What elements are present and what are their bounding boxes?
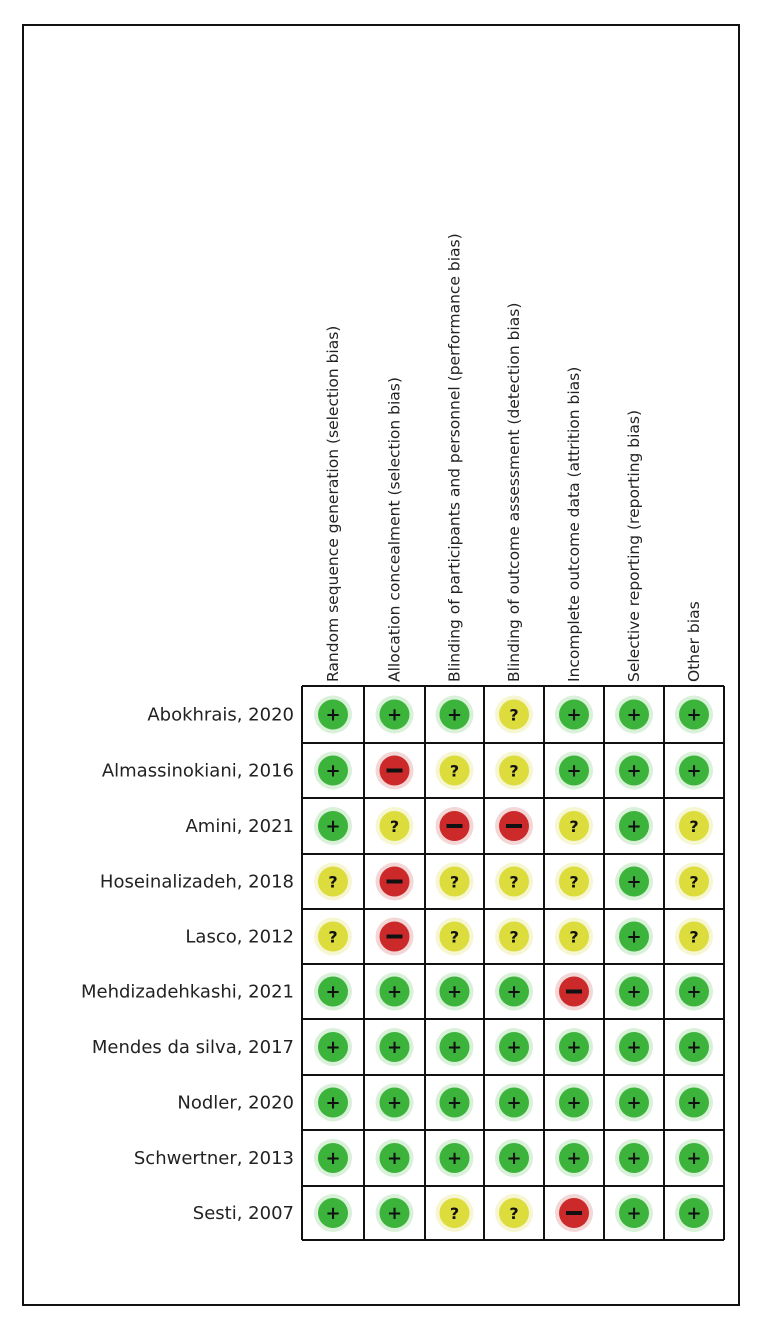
study-label: Sesti, 2007 [192, 1203, 294, 1224]
rating-symbol: + [686, 760, 702, 782]
rating-symbol: + [506, 1148, 522, 1169]
rating-mark [376, 1139, 414, 1177]
rating-mark [495, 863, 533, 901]
rating-symbol: + [626, 1092, 642, 1114]
rating-mark [314, 1028, 352, 1066]
rating-mark [555, 1084, 593, 1122]
rating-mark [436, 863, 474, 901]
rating-mark [555, 973, 593, 1011]
rating-mark [555, 752, 593, 790]
rating-mark [675, 1139, 713, 1177]
rating-symbol: + [386, 1148, 403, 1169]
rating-symbol: ? [449, 872, 460, 892]
rating-mark [615, 752, 653, 790]
rating-symbol: + [626, 816, 642, 837]
rating-mark [555, 1139, 593, 1177]
rating-mark [495, 752, 533, 790]
rating-symbol: ? [569, 872, 579, 892]
rating-mark [555, 863, 593, 901]
rating-symbol: ? [689, 817, 699, 836]
rating-symbol: + [626, 926, 642, 948]
column-header: Selective reporting (reporting bias) [625, 409, 643, 682]
rating-mark [555, 1194, 593, 1232]
rating-mark [615, 696, 653, 734]
column-header: Incomplete outcome data (attrition bias) [565, 366, 583, 682]
rating-mark [495, 807, 533, 845]
rating-symbol: + [686, 1092, 702, 1114]
column-header: Blinding of outcome assessment (detection bias) [505, 302, 523, 682]
rating-mark [675, 918, 713, 956]
rating-symbol: + [446, 1037, 463, 1058]
rating-mark [436, 696, 474, 734]
rating-symbol: ? [449, 761, 460, 781]
study-label: Mehdizadehkashi, 2021 [80, 981, 294, 1003]
rating-mark [615, 973, 653, 1011]
rating-mark [376, 1084, 414, 1122]
rating-mark [314, 973, 352, 1011]
rating-symbol: ? [328, 927, 338, 947]
rating-mark [376, 696, 414, 734]
rating-mark [376, 752, 414, 790]
rating-mark [615, 918, 653, 956]
study-label: Almassinokiani, 2016 [101, 760, 294, 782]
rating-symbol [447, 824, 463, 828]
rating-symbol: + [325, 1092, 341, 1114]
rating-symbol: + [626, 981, 642, 1003]
rating-symbol: + [386, 1203, 403, 1224]
rating-mark [495, 1139, 533, 1177]
rating-symbol [566, 990, 582, 994]
rating-mark [436, 752, 474, 790]
rating-symbol: + [446, 1148, 463, 1169]
study-label: Hoseinalizadeh, 2018 [99, 871, 294, 893]
rating-mark [436, 918, 474, 956]
rating-mark [314, 752, 352, 790]
rating-mark [495, 1194, 533, 1232]
rating-mark [376, 1194, 414, 1232]
rating-symbol: + [626, 1037, 642, 1058]
rating-symbol: + [566, 704, 582, 726]
rating-symbol: + [325, 816, 341, 837]
rating-symbol: + [325, 1148, 341, 1169]
rating-symbol: + [626, 1148, 642, 1169]
rating-symbol: + [506, 1037, 522, 1058]
rating-mark [615, 863, 653, 901]
rating-symbol: + [506, 981, 522, 1003]
rating-mark [314, 1194, 352, 1232]
rating-mark [314, 696, 352, 734]
rating-symbol: ? [569, 817, 579, 836]
rating-symbol: ? [449, 1204, 460, 1223]
rating-symbol: + [686, 704, 702, 726]
rating-mark [675, 696, 713, 734]
rating-symbol: + [626, 1203, 642, 1224]
rating-symbol: + [325, 1037, 341, 1058]
rating-symbol [387, 769, 403, 773]
rating-symbol: + [446, 1092, 463, 1114]
rating-symbol: ? [509, 761, 519, 781]
rating-symbol [387, 935, 403, 939]
rating-symbol [506, 824, 522, 828]
rating-symbol: ? [689, 872, 699, 892]
rating-mark [436, 1084, 474, 1122]
rating-symbol: + [626, 871, 642, 893]
rating-symbol: ? [689, 927, 699, 947]
rating-mark [675, 752, 713, 790]
rating-mark [376, 1028, 414, 1066]
rating-mark [436, 1028, 474, 1066]
study-label: Mendes da silva, 2017 [91, 1037, 294, 1058]
rating-symbol: ? [328, 872, 338, 892]
rating-symbol: + [626, 704, 642, 726]
rating-mark [555, 1028, 593, 1066]
rating-symbol: + [325, 760, 341, 782]
rating-symbol: ? [509, 705, 519, 725]
rating-symbol: + [686, 1037, 702, 1058]
rating-mark [495, 1084, 533, 1122]
rating-mark [675, 973, 713, 1011]
study-label: Nodler, 2020 [177, 1092, 294, 1114]
rating-mark [314, 807, 352, 845]
study-label: Lasco, 2012 [185, 926, 294, 948]
rating-symbol: ? [449, 927, 460, 947]
rating-mark [675, 863, 713, 901]
rating-mark [615, 1139, 653, 1177]
rating-mark [436, 1194, 474, 1232]
rating-symbol: + [566, 760, 582, 782]
rating-mark [675, 1028, 713, 1066]
study-label: Schwertner, 2013 [133, 1148, 294, 1169]
rating-symbol: + [325, 1203, 341, 1224]
rating-mark [376, 973, 414, 1011]
rating-mark [376, 807, 414, 845]
study-label: Amini, 2021 [185, 816, 294, 837]
rating-mark [376, 918, 414, 956]
rating-symbol [566, 1211, 582, 1215]
rating-mark [436, 1139, 474, 1177]
rating-symbol [387, 880, 403, 884]
rating-symbol: + [325, 981, 341, 1003]
column-header: Random sequence generation (selection bias) [324, 325, 342, 682]
rating-symbol: + [626, 760, 642, 782]
rating-mark [555, 918, 593, 956]
rating-mark [436, 973, 474, 1011]
rating-mark [495, 973, 533, 1011]
rating-symbol: + [686, 1148, 702, 1169]
rating-mark [555, 696, 593, 734]
rating-symbol: + [686, 1203, 702, 1224]
rating-symbol: + [446, 704, 463, 726]
rating-symbol: ? [389, 817, 400, 836]
study-label: Abokhrais, 2020 [147, 704, 294, 726]
rating-symbol: + [686, 981, 702, 1003]
rating-symbol: + [566, 1037, 582, 1058]
rating-symbol: ? [509, 872, 519, 892]
rating-mark [615, 807, 653, 845]
column-header: Allocation concealment (selection bias) [385, 377, 404, 682]
rating-mark [615, 1084, 653, 1122]
rating-mark [314, 1139, 352, 1177]
rating-symbol: + [446, 981, 463, 1003]
rating-mark [314, 863, 352, 901]
rating-symbol: + [506, 1092, 522, 1114]
rating-symbol: + [566, 1092, 582, 1114]
column-header: Other bias [685, 601, 703, 682]
rating-mark [495, 918, 533, 956]
rating-mark [615, 1028, 653, 1066]
rating-symbol: + [386, 1092, 403, 1114]
rating-mark [314, 1084, 352, 1122]
rating-mark [555, 807, 593, 845]
rating-mark [436, 807, 474, 845]
rating-mark [495, 696, 533, 734]
rating-mark [495, 1028, 533, 1066]
rating-mark [615, 1194, 653, 1232]
rating-symbol: ? [509, 1204, 519, 1223]
rating-symbol: ? [509, 927, 519, 947]
rating-symbol: + [386, 1037, 403, 1058]
rating-mark [675, 1084, 713, 1122]
rating-symbol: + [566, 1148, 582, 1169]
rating-mark [675, 807, 713, 845]
rating-symbol: + [386, 704, 403, 726]
column-header: Blinding of participants and personnel (performance bias) [445, 233, 464, 682]
rating-symbol: + [386, 981, 403, 1003]
rating-mark [314, 918, 352, 956]
rating-mark [675, 1194, 713, 1232]
rating-symbol: + [325, 704, 341, 726]
rating-symbol: ? [569, 927, 579, 947]
rating-mark [376, 863, 414, 901]
